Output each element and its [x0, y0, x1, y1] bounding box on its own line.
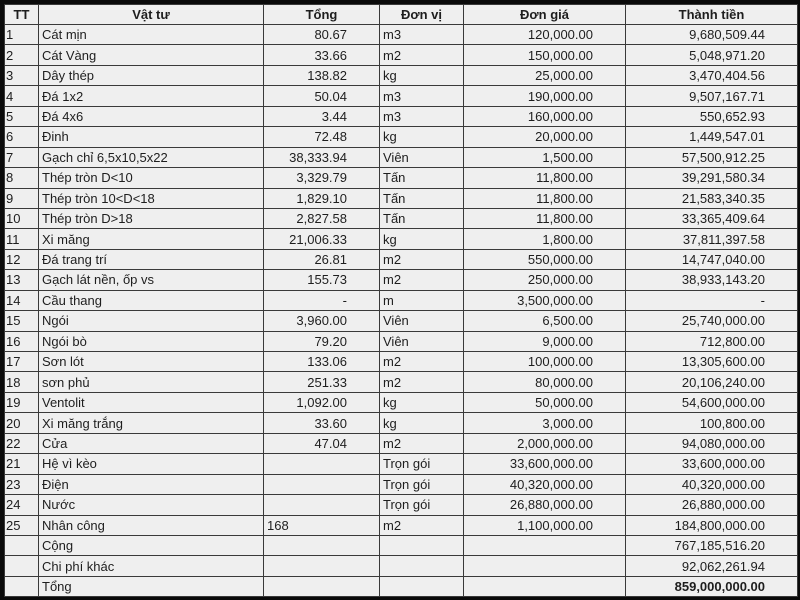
cell-qty[interactable]: 33.60 — [264, 413, 380, 433]
table-row — [5, 168, 798, 188]
empty-cell[interactable] — [380, 556, 464, 576]
cell-price[interactable]: 1,100,000.00 — [464, 515, 626, 535]
cell-unit[interactable]: Trọn gói — [380, 495, 464, 515]
cell-amount[interactable]: 1,449,547.01 — [626, 127, 798, 147]
cell-amount[interactable]: 5,048,971.20 — [626, 45, 798, 65]
cell-item[interactable]: Ventolit — [39, 392, 264, 412]
table-row — [5, 290, 798, 310]
cell-qty[interactable]: 3,960.00 — [264, 311, 380, 331]
cell-unit[interactable]: kg — [380, 127, 464, 147]
cell-price[interactable]: 50,000.00 — [464, 392, 626, 412]
summary-row — [5, 576, 798, 596]
cell-price[interactable]: 150,000.00 — [464, 45, 626, 65]
cell-amount[interactable]: 3,470,404.56 — [626, 65, 798, 85]
summary-label[interactable]: Tổng — [39, 576, 264, 596]
cell-amount[interactable]: 26,880,000.00 — [626, 495, 798, 515]
table-row — [5, 65, 798, 85]
cell-item[interactable]: Cát Vàng — [39, 45, 264, 65]
cell-tt[interactable]: 23 — [5, 474, 39, 494]
empty-cell[interactable] — [264, 556, 380, 576]
cell-qty[interactable]: 168 — [264, 515, 380, 535]
empty-cell[interactable] — [5, 535, 39, 555]
cell-amount[interactable]: 550,652.93 — [626, 106, 798, 126]
materials-table — [4, 4, 798, 597]
cell-item[interactable]: sơn phủ — [39, 372, 264, 392]
empty-cell[interactable] — [464, 576, 626, 596]
cell-tt[interactable]: 14 — [5, 290, 39, 310]
table-row — [5, 495, 798, 515]
cell-price[interactable]: 80,000.00 — [464, 372, 626, 392]
cell-qty[interactable]: 80.67 — [264, 25, 380, 45]
cell-item[interactable]: Xi măng — [39, 229, 264, 249]
cell-amount[interactable]: 13,305,600.00 — [626, 352, 798, 372]
cell-price[interactable]: 9,000.00 — [464, 331, 626, 351]
cell-tt[interactable]: 9 — [5, 188, 39, 208]
cell-price[interactable]: 550,000.00 — [464, 249, 626, 269]
summary-label[interactable]: Cộng — [39, 535, 264, 555]
summary-amount[interactable]: 92,062,261.94 — [626, 556, 798, 576]
cell-unit[interactable]: Viên — [380, 147, 464, 167]
table-row — [5, 188, 798, 208]
empty-cell[interactable] — [5, 556, 39, 576]
cell-price[interactable]: 100,000.00 — [464, 352, 626, 372]
cell-unit[interactable]: kg — [380, 413, 464, 433]
cell-price[interactable]: 1,800.00 — [464, 229, 626, 249]
table-row — [5, 331, 798, 351]
cell-tt[interactable]: 8 — [5, 168, 39, 188]
cell-tt[interactable]: 25 — [5, 515, 39, 535]
cell-qty[interactable]: 1,092.00 — [264, 392, 380, 412]
cell-tt[interactable]: 19 — [5, 392, 39, 412]
cell-tt[interactable]: 18 — [5, 372, 39, 392]
cell-tt[interactable]: 3 — [5, 65, 39, 85]
cell-item[interactable]: Thép tròn D>18 — [39, 208, 264, 228]
cell-tt[interactable]: 17 — [5, 352, 39, 372]
cell-item[interactable]: Cát mịn — [39, 25, 264, 45]
empty-cell[interactable] — [464, 535, 626, 555]
cell-qty[interactable]: - — [264, 290, 380, 310]
summary-row — [5, 556, 798, 576]
cell-unit[interactable]: kg — [380, 392, 464, 412]
table-row — [5, 270, 798, 290]
cell-amount[interactable]: 94,080,000.00 — [626, 433, 798, 453]
cell-item[interactable]: Thép tròn 10<D<18 — [39, 188, 264, 208]
cell-amount[interactable]: 21,583,340.35 — [626, 188, 798, 208]
cell-amount[interactable]: 33,365,409.64 — [626, 208, 798, 228]
table-row — [5, 413, 798, 433]
cell-amount[interactable]: - — [626, 290, 798, 310]
table-row — [5, 311, 798, 331]
table-row — [5, 147, 798, 167]
header-amount[interactable]: Thành tiền — [626, 5, 798, 25]
cell-unit[interactable]: m2 — [380, 352, 464, 372]
cell-unit[interactable]: m2 — [380, 45, 464, 65]
cell-tt[interactable]: 21 — [5, 454, 39, 474]
table-row — [5, 454, 798, 474]
table-row — [5, 106, 798, 126]
cell-item[interactable]: Đá trang trí — [39, 249, 264, 269]
header-row — [5, 5, 798, 25]
cell-qty[interactable]: 47.04 — [264, 433, 380, 453]
cell-unit[interactable]: m3 — [380, 106, 464, 126]
cell-qty[interactable] — [264, 474, 380, 494]
cell-qty[interactable]: 33.66 — [264, 45, 380, 65]
cell-price[interactable]: 2,000,000.00 — [464, 433, 626, 453]
cell-amount[interactable]: 57,500,912.25 — [626, 147, 798, 167]
table-row — [5, 433, 798, 453]
table-row — [5, 25, 798, 45]
header-unit[interactable]: Đơn vị — [380, 5, 464, 25]
cell-amount[interactable]: 37,811,397.58 — [626, 229, 798, 249]
cell-item[interactable]: Gạch chỉ 6,5x10,5x22 — [39, 147, 264, 167]
cell-unit[interactable]: m2 — [380, 270, 464, 290]
cell-item[interactable]: Dây thép — [39, 65, 264, 85]
header-tt[interactable]: TT — [5, 5, 39, 25]
cell-unit[interactable]: m2 — [380, 433, 464, 453]
cell-tt[interactable]: 12 — [5, 249, 39, 269]
cell-price[interactable]: 25,000.00 — [464, 65, 626, 85]
cell-tt[interactable]: 2 — [5, 45, 39, 65]
cell-item[interactable]: Xi măng trắng — [39, 413, 264, 433]
cell-price[interactable]: 6,500.00 — [464, 311, 626, 331]
cell-unit[interactable]: kg — [380, 65, 464, 85]
cell-amount[interactable]: 20,106,240.00 — [626, 372, 798, 392]
cell-unit[interactable]: m3 — [380, 25, 464, 45]
cell-unit[interactable]: Tấn — [380, 188, 464, 208]
cell-item[interactable]: Cửa — [39, 433, 264, 453]
cell-qty[interactable]: 26.81 — [264, 249, 380, 269]
cell-amount[interactable]: 9,680,509.44 — [626, 25, 798, 45]
cell-tt[interactable]: 24 — [5, 495, 39, 515]
cell-qty[interactable] — [264, 454, 380, 474]
cell-unit[interactable]: Tấn — [380, 208, 464, 228]
cell-tt[interactable]: 22 — [5, 433, 39, 453]
cell-unit[interactable]: Viên — [380, 331, 464, 351]
cell-tt[interactable]: 20 — [5, 413, 39, 433]
cell-unit[interactable]: m2 — [380, 515, 464, 535]
cell-item[interactable]: Thép tròn D<10 — [39, 168, 264, 188]
cell-item[interactable]: Nhân công — [39, 515, 264, 535]
cell-amount[interactable]: 54,600,000.00 — [626, 392, 798, 412]
cell-item[interactable]: Đá 1x2 — [39, 86, 264, 106]
cell-price[interactable]: 3,500,000.00 — [464, 290, 626, 310]
cell-qty[interactable]: 2,827.58 — [264, 208, 380, 228]
header-price[interactable]: Đơn giá — [464, 5, 626, 25]
table-row — [5, 127, 798, 147]
cell-price[interactable]: 11,800.00 — [464, 188, 626, 208]
cell-price[interactable]: 250,000.00 — [464, 270, 626, 290]
cell-item[interactable]: Ngói bò — [39, 331, 264, 351]
cell-unit[interactable]: kg — [380, 229, 464, 249]
cell-tt[interactable]: 6 — [5, 127, 39, 147]
cell-price[interactable]: 160,000.00 — [464, 106, 626, 126]
table-row — [5, 372, 798, 392]
cell-price[interactable]: 20,000.00 — [464, 127, 626, 147]
empty-cell[interactable] — [264, 576, 380, 596]
header-item[interactable]: Vật tư — [39, 5, 264, 25]
cell-qty[interactable] — [264, 495, 380, 515]
cell-tt[interactable]: 16 — [5, 331, 39, 351]
cell-qty[interactable]: 79.20 — [264, 331, 380, 351]
cell-amount[interactable]: 100,800.00 — [626, 413, 798, 433]
cell-tt[interactable]: 1 — [5, 25, 39, 45]
cell-unit[interactable]: m2 — [380, 249, 464, 269]
cell-qty[interactable]: 72.48 — [264, 127, 380, 147]
cell-amount[interactable]: 33,600,000.00 — [626, 454, 798, 474]
cell-amount[interactable]: 9,507,167.71 — [626, 86, 798, 106]
cell-amount[interactable]: 40,320,000.00 — [626, 474, 798, 494]
cell-item[interactable]: Điện — [39, 474, 264, 494]
summary-amount[interactable]: 767,185,516.20 — [626, 535, 798, 555]
cell-qty[interactable]: 50.04 — [264, 86, 380, 106]
table-row — [5, 515, 798, 535]
cell-tt[interactable]: 15 — [5, 311, 39, 331]
summary-row — [5, 535, 798, 555]
table-row — [5, 45, 798, 65]
cell-unit[interactable]: Trọn gói — [380, 474, 464, 494]
cell-item[interactable]: Hệ vì kèo — [39, 454, 264, 474]
cell-qty[interactable]: 21,006.33 — [264, 229, 380, 249]
cell-amount[interactable]: 14,747,040.00 — [626, 249, 798, 269]
cell-qty[interactable]: 251.33 — [264, 372, 380, 392]
cell-item[interactable]: Đá 4x6 — [39, 106, 264, 126]
cell-price[interactable]: 190,000.00 — [464, 86, 626, 106]
table-row — [5, 86, 798, 106]
table-row — [5, 352, 798, 372]
cell-tt[interactable]: 10 — [5, 208, 39, 228]
cell-amount[interactable]: 38,933,143.20 — [626, 270, 798, 290]
table-row — [5, 208, 798, 228]
spreadsheet — [4, 4, 797, 596]
table-row — [5, 392, 798, 412]
cell-amount[interactable]: 39,291,580.34 — [626, 168, 798, 188]
empty-cell[interactable] — [264, 535, 380, 555]
cell-price[interactable]: 40,320,000.00 — [464, 474, 626, 494]
cell-tt[interactable]: 11 — [5, 229, 39, 249]
cell-tt[interactable]: 5 — [5, 106, 39, 126]
cell-price[interactable]: 11,800.00 — [464, 208, 626, 228]
cell-item[interactable]: Đinh — [39, 127, 264, 147]
cell-amount[interactable]: 184,800,000.00 — [626, 515, 798, 535]
cell-unit[interactable]: m3 — [380, 86, 464, 106]
empty-cell[interactable] — [380, 576, 464, 596]
cell-tt[interactable]: 7 — [5, 147, 39, 167]
cell-qty[interactable]: 3.44 — [264, 106, 380, 126]
empty-cell[interactable] — [380, 535, 464, 555]
cell-qty[interactable]: 155.73 — [264, 270, 380, 290]
summary-label[interactable]: Chi phí khác — [39, 556, 264, 576]
summary-amount[interactable]: 859,000,000.00 — [626, 576, 798, 596]
cell-amount[interactable]: 25,740,000.00 — [626, 311, 798, 331]
cell-price[interactable]: 3,000.00 — [464, 413, 626, 433]
cell-unit[interactable]: m2 — [380, 372, 464, 392]
cell-tt[interactable]: 13 — [5, 270, 39, 290]
table-row — [5, 229, 798, 249]
cell-qty[interactable]: 3,329.79 — [264, 168, 380, 188]
cell-amount[interactable]: 712,800.00 — [626, 331, 798, 351]
cell-unit[interactable]: Trọn gói — [380, 454, 464, 474]
header-qty[interactable]: Tổng — [264, 5, 380, 25]
cell-qty[interactable]: 133.06 — [264, 352, 380, 372]
cell-unit[interactable]: Viên — [380, 311, 464, 331]
cell-price[interactable]: 33,600,000.00 — [464, 454, 626, 474]
cell-qty[interactable]: 1,829.10 — [264, 188, 380, 208]
cell-price[interactable]: 11,800.00 — [464, 168, 626, 188]
cell-item[interactable]: Nước — [39, 495, 264, 515]
cell-unit[interactable]: m — [380, 290, 464, 310]
cell-price[interactable]: 120,000.00 — [464, 25, 626, 45]
cell-item[interactable]: Sơn lót — [39, 352, 264, 372]
cell-price[interactable]: 26,880,000.00 — [464, 495, 626, 515]
cell-item[interactable]: Ngói — [39, 311, 264, 331]
cell-item[interactable]: Cầu thang — [39, 290, 264, 310]
table-row — [5, 249, 798, 269]
cell-qty[interactable]: 138.82 — [264, 65, 380, 85]
table-row — [5, 474, 798, 494]
cell-qty[interactable]: 38,333.94 — [264, 147, 380, 167]
cell-unit[interactable]: Tấn — [380, 168, 464, 188]
empty-cell[interactable] — [464, 556, 626, 576]
cell-price[interactable]: 1,500.00 — [464, 147, 626, 167]
empty-cell[interactable] — [5, 576, 39, 596]
cell-tt[interactable]: 4 — [5, 86, 39, 106]
cell-item[interactable]: Gạch lát nền, ốp vs — [39, 270, 264, 290]
